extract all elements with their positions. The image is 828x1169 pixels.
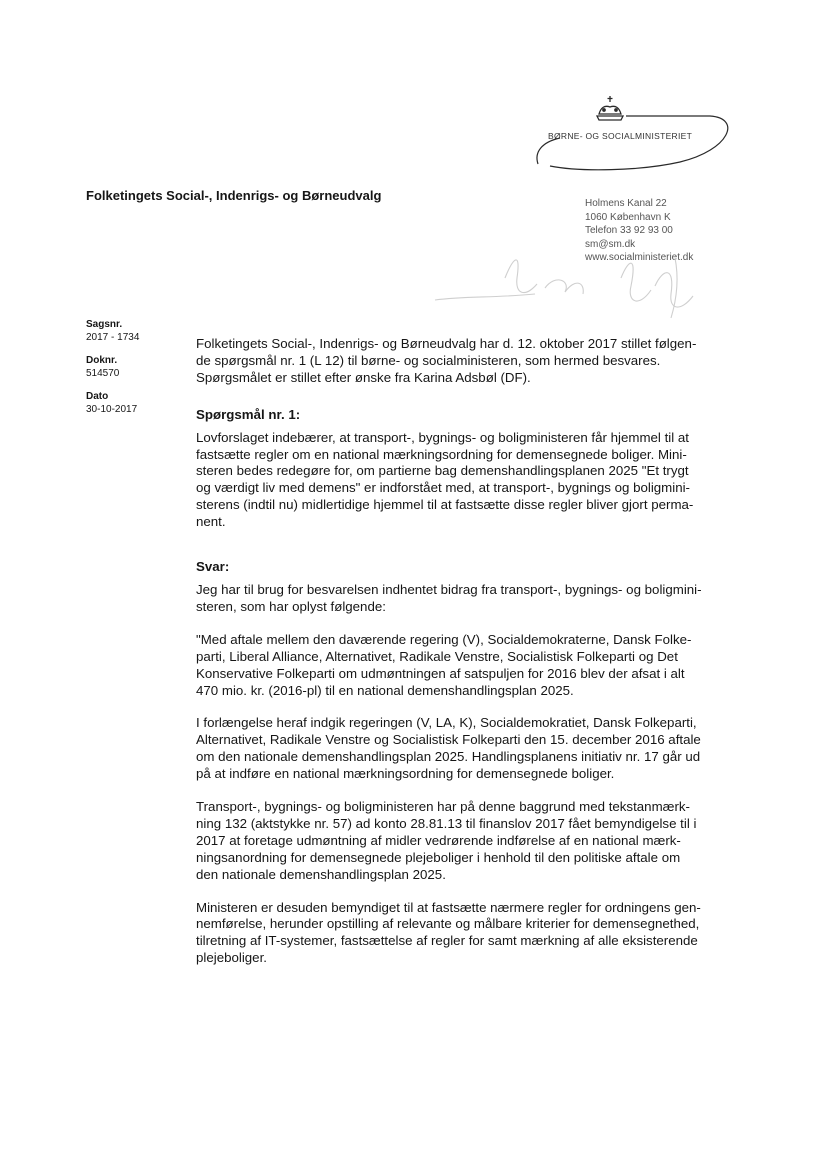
paragraph-line: ningsanordning for demensegnede plejeboliger i henhold til den politiske aftale om bbox=[196, 849, 681, 865]
address-email: sm@sm.dk bbox=[585, 238, 636, 250]
answer-intro-line: steren, som har oplyst følgende: bbox=[196, 598, 386, 614]
answer-paragraph-1 bbox=[196, 632, 732, 700]
answer-heading: Svar: bbox=[196, 559, 230, 575]
question-heading: Spørgsmål nr. 1: bbox=[196, 406, 301, 422]
answer-paragraph-2 bbox=[196, 715, 732, 783]
paragraph-line: "Med aftale mellem den daværende regering (V), Socialdemokraterne, Dansk Folke- bbox=[196, 631, 692, 647]
paragraph-line: på at indføre en national mærkningsordning for demensegnede boliger. bbox=[196, 766, 615, 782]
intro-line: Folketingets Social-, Indenrigs- og Børneudvalg har d. 12. oktober 2017 stillet følgen- bbox=[196, 336, 697, 351]
intro-paragraph bbox=[196, 336, 732, 387]
question-line: sterens (indtil nu) midlertidige hjemmel til at fastsætte disse regler bliver gjort perma- bbox=[196, 497, 694, 513]
answer-paragraph-4 bbox=[196, 900, 732, 968]
answer-intro-paragraph bbox=[196, 582, 732, 616]
signature-scribble bbox=[425, 238, 705, 328]
dato-value: 30-10-2017 bbox=[86, 404, 138, 415]
doknr-value: 514570 bbox=[86, 368, 120, 379]
paragraph-line: den nationale demenshandlingsplan 2025. bbox=[196, 866, 446, 882]
question-line: fastsætte regler om en national mærkningsordning for demensegnede boliger. Mini- bbox=[196, 446, 687, 462]
crown-icon bbox=[597, 96, 623, 120]
paragraph-line: I forlængelse heraf indgik regeringen (V, LA, K), Socialdemokratiet, Dansk Folkeparti, bbox=[196, 715, 697, 731]
answer-paragraph-3 bbox=[196, 799, 732, 884]
swoosh-line bbox=[537, 116, 728, 170]
addressee: Folketingets Social-, Indenrigs- og Børneudvalg bbox=[86, 188, 382, 203]
question-line: steren bedes redegøre for, om partierne bag demenshandlingsplanen 2025 "Et trygt bbox=[196, 463, 689, 479]
doknr-label: Doknr. bbox=[86, 355, 118, 366]
paragraph-line: 2017 at foretage udmøntning af midler vedrørende indførelse af en national mærk- bbox=[196, 832, 681, 848]
intro-line: Spørgsmålet er stillet efter ønske fra Karina Adsbøl (DF). bbox=[196, 369, 531, 385]
document-meta bbox=[86, 318, 176, 426]
paragraph-line: Konservative Folkeparti om udmøntningen af satspuljen for 2016 blev der afsat i alt bbox=[196, 665, 685, 681]
meta-case-number bbox=[86, 318, 176, 344]
meta-date bbox=[86, 390, 176, 416]
paragraph-line: Ministeren er desuden bemyndiget til at fastsætte nærmere regler for ordningens gen- bbox=[196, 899, 701, 915]
question-line: nent. bbox=[196, 514, 226, 530]
sagsnr-value: 2017 - 1734 bbox=[86, 332, 140, 343]
dato-label: Dato bbox=[86, 391, 109, 402]
intro-line: de spørgsmål nr. 1 (L 12) til børne- og socialministeren, som hermed besvares. bbox=[196, 352, 661, 368]
letter-body bbox=[196, 336, 732, 983]
paragraph-line: Alternativet, Radikale Venstre og Socialistisk Folkeparti den 15. december 2016 aftale bbox=[196, 732, 701, 748]
answer-intro-line: Jeg har til brug for besvarelsen indhentet bidrag fra transport-, bygnings- og boligmini- bbox=[196, 581, 702, 597]
sagsnr-label: Sagsnr. bbox=[86, 319, 123, 330]
logo-text: BØRNE- OG SOCIALMINISTERIET bbox=[548, 131, 693, 141]
paragraph-line: parti, Liberal Alliance, Alternativet, Radikale Venstre, Socialistisk Folkeparti og Det bbox=[196, 648, 678, 664]
question-line: og værdigt liv med demens" er indforstået med, at transport-, bygnings og boligmini- bbox=[196, 480, 690, 496]
paragraph-line: plejeboliger. bbox=[196, 950, 267, 966]
paragraph-line: 470 mio. kr. (2016-pl) til en national demenshandlingsplan 2025. bbox=[196, 682, 574, 698]
address-phone: Telefon 33 92 93 00 bbox=[585, 225, 673, 237]
paragraph-line: tilretning af IT-systemer, fastsættelse af regler for samt mærkning af alle eksisterende bbox=[196, 933, 698, 949]
address-website: www.socialministeriet.dk bbox=[585, 252, 694, 264]
address-street: Holmens Kanal 22 bbox=[585, 198, 667, 209]
question-line: Lovforslaget indebærer, at transport-, bygnings- og boligministeren får hjemmel til at bbox=[196, 429, 689, 445]
question-paragraph bbox=[196, 430, 732, 531]
paragraph-line: ning 132 (aktstykke nr. 57) ad konto 28.81.13 til finanslov 2017 fået bemyndigelse til i bbox=[196, 815, 697, 831]
meta-document-number bbox=[86, 354, 176, 380]
paragraph-line: Transport-, bygnings- og boligministeren har på denne baggrund med tekstanmærk- bbox=[196, 799, 690, 815]
paragraph-line: nemførelse, herunder opstilling af relevante og målbare kriterier for demensegnethed, bbox=[196, 916, 700, 932]
paragraph-line: om den nationale demenshandlingsplan 2025. Handlingsplanens initiativ nr. 17 går ud bbox=[196, 749, 701, 765]
address-city: 1060 København K bbox=[585, 211, 671, 223]
